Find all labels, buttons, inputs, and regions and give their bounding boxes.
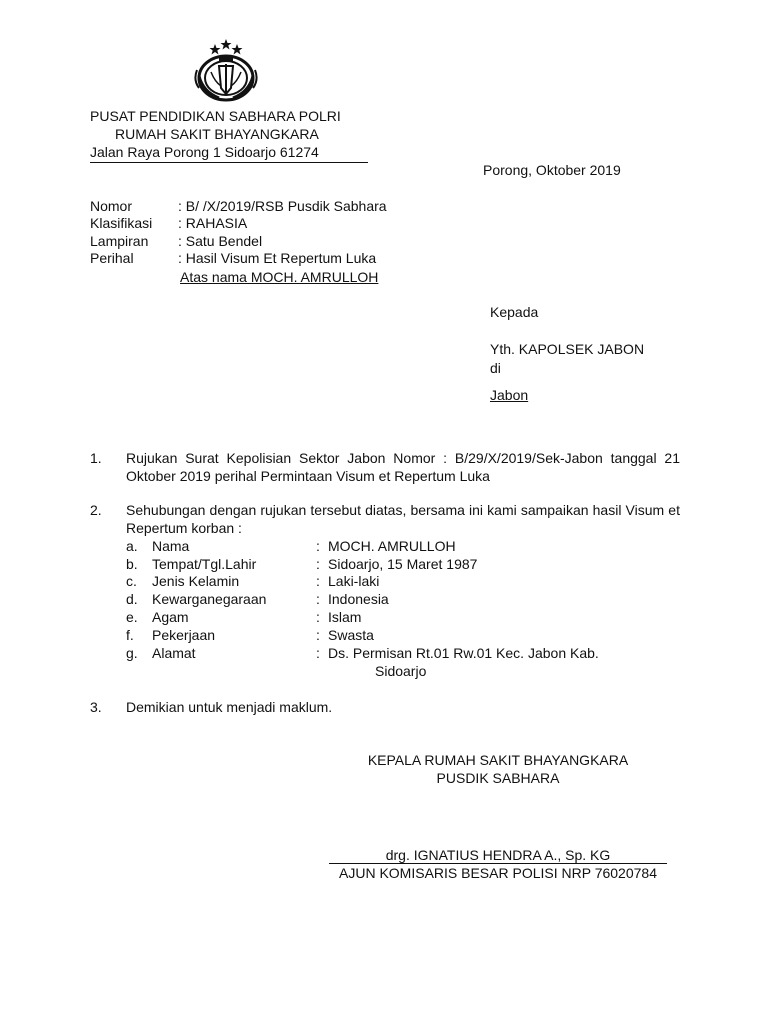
- recipient-di: di: [490, 360, 501, 376]
- meta-value: : Satu Bendel: [178, 233, 263, 249]
- letterhead-line-1: PUSAT PENDIDIKAN SABHARA POLRI: [90, 108, 341, 124]
- signatory-rank: AJUN KOMISARIS BESAR POLISI NRP 76020784: [339, 865, 657, 881]
- detail-key: Alamat: [152, 645, 196, 661]
- recipient-place: Jabon: [490, 387, 529, 403]
- detail-value: MOCH. AMRULLOH: [328, 538, 456, 554]
- detail-key: Tempat/Tgl.Lahir: [152, 556, 257, 572]
- signature-title-2: PUSDIK SABHARA: [436, 770, 560, 786]
- detail-letter: a.: [126, 538, 138, 554]
- signatory-name: drg. IGNATIUS HENDRA A., Sp. KG: [385, 847, 611, 863]
- police-emblem-icon: [189, 36, 263, 104]
- meta-value: : RAHASIA: [178, 215, 248, 231]
- paragraph-text: Demikian untuk menjadi maklum.: [126, 699, 333, 715]
- meta-value: : B/ /X/2019/RSB Pusdik Sabhara: [178, 198, 387, 214]
- detail-colon: :: [316, 556, 320, 572]
- place-date: Porong, Oktober 2019: [483, 162, 621, 178]
- detail-value: Sidoarjo, 15 Maret 1987: [328, 556, 478, 572]
- detail-value: Laki-laki: [328, 573, 380, 589]
- address-continuation: Sidoarjo: [375, 663, 427, 679]
- detail-letter: e.: [126, 609, 138, 625]
- detail-key: Kewarganegaraan: [152, 591, 267, 607]
- detail-value: Islam: [328, 609, 362, 625]
- detail-colon: :: [316, 591, 320, 607]
- detail-letter: b.: [126, 556, 138, 572]
- paragraph-number: 3.: [90, 699, 102, 715]
- detail-letter: g.: [126, 645, 138, 661]
- recipient-yth: Yth. KAPOLSEK JABON: [490, 341, 645, 357]
- paragraph-text: Sehubungan dengan rujukan tersebut diatas, bersama ini kami sampaikan hasil Visum et Repertum korban :: [126, 502, 680, 536]
- detail-letter: f.: [126, 627, 134, 643]
- detail-colon: :: [316, 573, 320, 589]
- paragraph-text: Rujukan Surat Kepolisian Sektor Jabon Nomor : B/29/X/2019/Sek-Jabon tanggal 21 Oktober 2019 perihal Permintaan Visum et Repertum Luka: [126, 450, 680, 484]
- meta-key: Perihal: [90, 250, 134, 266]
- paragraph-1: [90, 449, 680, 485]
- detail-value: Indonesia: [328, 591, 389, 607]
- letterhead-line-2: RUMAH SAKIT BHAYANGKARA: [115, 126, 319, 142]
- detail-colon: :: [316, 609, 320, 625]
- paragraph-2: [90, 501, 680, 537]
- detail-key: Nama: [152, 538, 190, 554]
- signature-title-1: KEPALA RUMAH SAKIT BHAYANGKARA: [367, 752, 629, 768]
- letterhead-line-3: Jalan Raya Porong 1 Sidoarjo 61274: [90, 144, 319, 160]
- paragraph-number: 1.: [90, 450, 102, 466]
- recipient-kepada: Kepada: [490, 304, 539, 320]
- meta-key: Nomor: [90, 198, 133, 214]
- detail-key: Agam: [152, 609, 189, 625]
- detail-value: Swasta: [328, 627, 374, 643]
- perihal-continuation: Atas nama MOCH. AMRULLOH: [180, 269, 379, 285]
- meta-key: Klasifikasi: [90, 215, 153, 231]
- meta-value: : Hasil Visum Et Repertum Luka: [178, 250, 377, 266]
- detail-colon: :: [316, 645, 320, 661]
- detail-colon: :: [316, 627, 320, 643]
- paragraph-number: 2.: [90, 502, 102, 518]
- detail-value: Ds. Permisan Rt.01 Rw.01 Kec. Jabon Kab.: [328, 645, 599, 661]
- paragraph-3: [90, 698, 680, 716]
- detail-key: Pekerjaan: [152, 627, 216, 643]
- detail-colon: :: [316, 538, 320, 554]
- letterhead-divider: [90, 162, 368, 163]
- meta-key: Lampiran: [90, 233, 149, 249]
- detail-letter: d.: [126, 591, 138, 607]
- detail-letter: c.: [126, 573, 137, 589]
- detail-key: Jenis Kelamin: [152, 573, 240, 589]
